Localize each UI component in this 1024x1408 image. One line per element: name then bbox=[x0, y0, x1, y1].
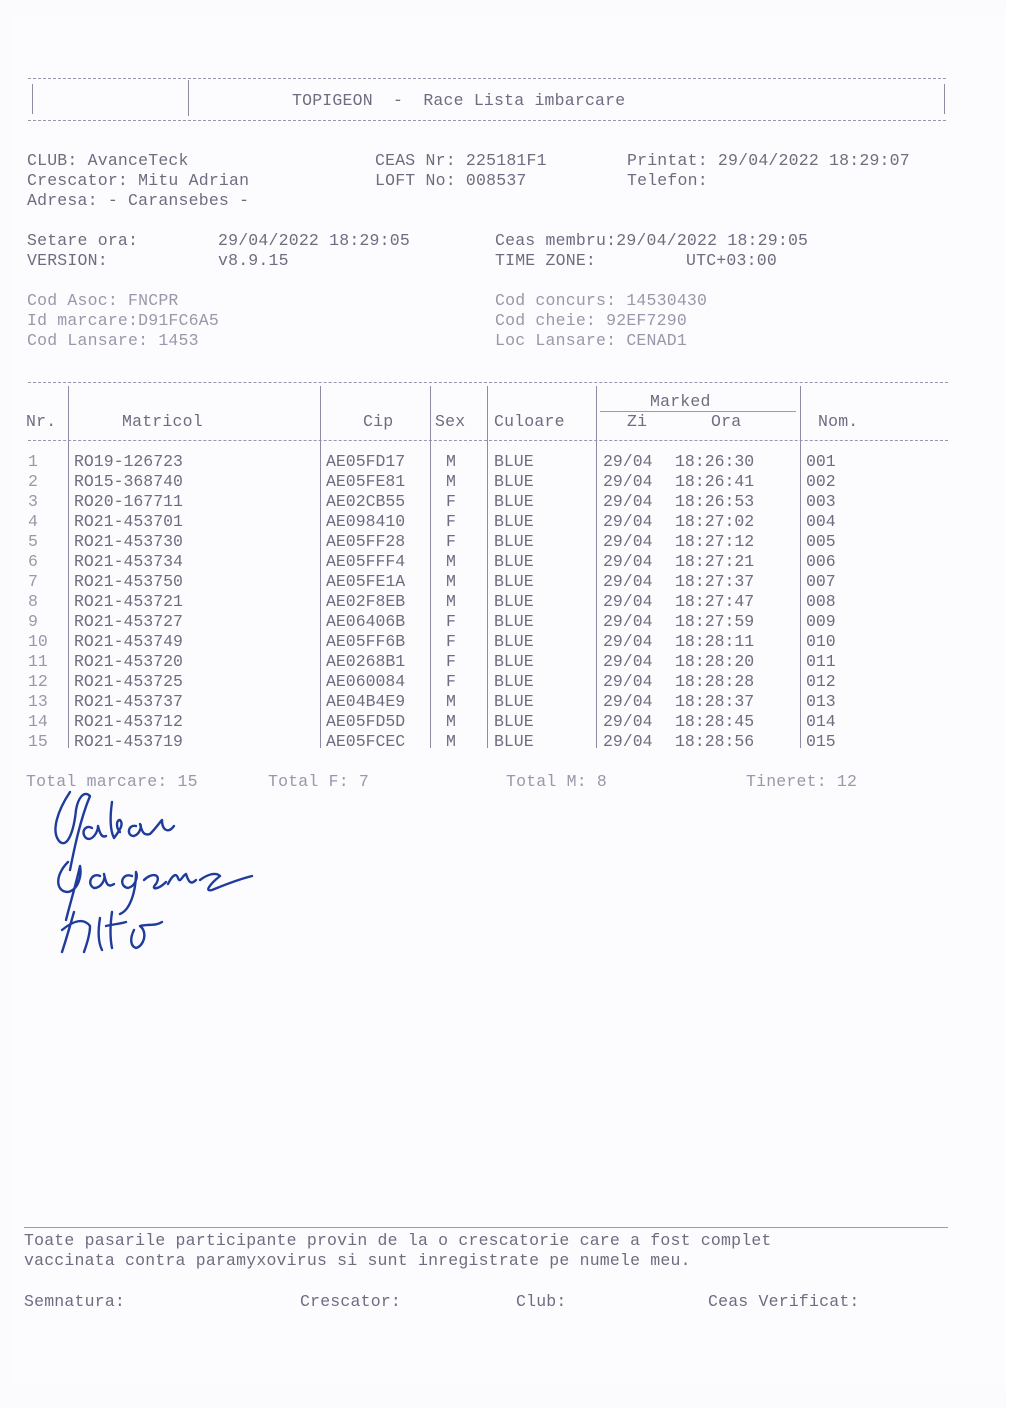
cell-zi: 29/04 bbox=[603, 492, 653, 511]
cell-cip: AE04B4E9 bbox=[326, 692, 406, 711]
cell-matricol: RO21-453701 bbox=[74, 512, 183, 531]
table-row bbox=[0, 732, 1024, 752]
club-label: Club: bbox=[516, 1292, 567, 1311]
cell-nr: 3 bbox=[28, 492, 38, 511]
cell-sex: M bbox=[446, 472, 456, 491]
cell-cip: AE05FD17 bbox=[326, 452, 406, 471]
cell-cip: AE02F8EB bbox=[326, 592, 406, 611]
cell-ora: 18:28:56 bbox=[675, 732, 755, 751]
cell-culoare: BLUE bbox=[494, 632, 534, 651]
title-box-bottom bbox=[28, 120, 946, 121]
cell-zi: 29/04 bbox=[603, 552, 653, 571]
cell-culoare: BLUE bbox=[494, 592, 534, 611]
cell-sex: F bbox=[446, 612, 456, 631]
header-sex: Sex bbox=[435, 412, 466, 431]
cell-nr: 12 bbox=[28, 672, 48, 691]
crescator-line: Crescator: Mitu Adrian bbox=[27, 171, 250, 190]
cell-ora: 18:26:30 bbox=[675, 452, 755, 471]
cell-zi: 29/04 bbox=[603, 712, 653, 731]
cell-culoare: BLUE bbox=[494, 472, 534, 491]
cell-nr: 7 bbox=[28, 572, 38, 591]
cell-sex: M bbox=[446, 732, 456, 751]
cell-cip: AE098410 bbox=[326, 512, 406, 531]
table-row bbox=[0, 672, 1024, 692]
cell-nr: 1 bbox=[28, 452, 38, 471]
ceas-verificat-label: Ceas Verificat: bbox=[708, 1292, 860, 1311]
cell-sex: F bbox=[446, 492, 456, 511]
cell-culoare: BLUE bbox=[494, 492, 534, 511]
cell-nr: 13 bbox=[28, 692, 48, 711]
cell-matricol: RO21-453734 bbox=[74, 552, 183, 571]
cell-matricol: RO19-126723 bbox=[74, 452, 183, 471]
cell-cip: AE05FE1A bbox=[326, 572, 406, 591]
version-value: v8.9.15 bbox=[218, 251, 289, 270]
statement-line-1: Toate pasarile participante provin de la o crescatorie care a fost complet bbox=[24, 1231, 772, 1250]
cell-ora: 18:28:37 bbox=[675, 692, 755, 711]
cell-nom: 008 bbox=[806, 592, 836, 611]
table-top-rule bbox=[28, 382, 948, 383]
cell-ora: 18:27:02 bbox=[675, 512, 755, 531]
header-cip: Cip bbox=[363, 412, 394, 431]
header-culoare: Culoare bbox=[494, 412, 565, 431]
title-box-top bbox=[28, 78, 946, 79]
ceas-nr: CEAS Nr: 225181F1 bbox=[375, 151, 547, 170]
cell-zi: 29/04 bbox=[603, 692, 653, 711]
cell-zi: 29/04 bbox=[603, 612, 653, 631]
header-zi: Zi bbox=[627, 412, 648, 431]
cod-concurs: Cod concurs: 14530430 bbox=[495, 291, 708, 310]
cell-sex: M bbox=[446, 712, 456, 731]
cell-nr: 5 bbox=[28, 532, 38, 551]
cell-cip: AE0268B1 bbox=[326, 652, 406, 671]
cell-sex: M bbox=[446, 592, 456, 611]
cell-nom: 007 bbox=[806, 572, 836, 591]
loft-no: LOFT No: 008537 bbox=[375, 171, 527, 190]
cod-cheie: Cod cheie: 92EF7290 bbox=[495, 311, 687, 330]
cell-nom: 014 bbox=[806, 712, 836, 731]
table-row bbox=[0, 652, 1024, 672]
document-title: TOPIGEON - Race Lista imbarcare bbox=[292, 91, 626, 110]
cell-sex: M bbox=[446, 692, 456, 711]
cell-zi: 29/04 bbox=[603, 572, 653, 591]
cell-zi: 29/04 bbox=[603, 592, 653, 611]
cell-culoare: BLUE bbox=[494, 732, 534, 751]
cell-nr: 6 bbox=[28, 552, 38, 571]
table-row bbox=[0, 632, 1024, 652]
cell-culoare: BLUE bbox=[494, 612, 534, 631]
cell-ora: 18:27:21 bbox=[675, 552, 755, 571]
cell-nom: 015 bbox=[806, 732, 836, 751]
cell-ora: 18:27:59 bbox=[675, 612, 755, 631]
id-marcare: Id marcare:D91FC6A5 bbox=[27, 311, 219, 330]
cell-culoare: BLUE bbox=[494, 512, 534, 531]
cell-matricol: RO21-453737 bbox=[74, 692, 183, 711]
cell-culoare: BLUE bbox=[494, 532, 534, 551]
cell-culoare: BLUE bbox=[494, 692, 534, 711]
table-row bbox=[0, 692, 1024, 712]
title-box-right bbox=[944, 84, 945, 114]
cell-culoare: BLUE bbox=[494, 652, 534, 671]
table-row bbox=[0, 472, 1024, 492]
header-matricol: Matricol bbox=[122, 412, 203, 431]
cell-matricol: RO21-453727 bbox=[74, 612, 183, 631]
tineret: Tineret: 12 bbox=[746, 772, 858, 791]
cell-nom: 009 bbox=[806, 612, 836, 631]
cell-nom: 001 bbox=[806, 452, 836, 471]
setare-ora-label: Setare ora: bbox=[27, 231, 139, 250]
cell-nom: 003 bbox=[806, 492, 836, 511]
cell-zi: 29/04 bbox=[603, 672, 653, 691]
cell-cip: AE060084 bbox=[326, 672, 406, 691]
cell-nr: 10 bbox=[28, 632, 48, 651]
cell-cip: AE05FF6B bbox=[326, 632, 406, 651]
cell-cip: AE05FF28 bbox=[326, 532, 406, 551]
cell-cip: AE05FD5D bbox=[326, 712, 406, 731]
cell-culoare: BLUE bbox=[494, 552, 534, 571]
table-row bbox=[0, 512, 1024, 532]
cell-sex: F bbox=[446, 532, 456, 551]
time-zone-value: UTC+03:00 bbox=[686, 251, 777, 270]
cell-nr: 15 bbox=[28, 732, 48, 751]
cell-nr: 4 bbox=[28, 512, 38, 531]
cell-ora: 18:28:11 bbox=[675, 632, 755, 651]
club-line: CLUB: AvanceTeck bbox=[27, 151, 189, 170]
header-nom: Nom. bbox=[818, 412, 859, 431]
cell-sex: F bbox=[446, 652, 456, 671]
printat: Printat: 29/04/2022 18:29:07 bbox=[627, 151, 910, 170]
cell-sex: M bbox=[446, 552, 456, 571]
header-nr: Nr. bbox=[26, 412, 57, 431]
cell-ora: 18:27:12 bbox=[675, 532, 755, 551]
cell-matricol: RO21-453720 bbox=[74, 652, 183, 671]
cell-nom: 004 bbox=[806, 512, 836, 531]
cell-matricol: RO21-453730 bbox=[74, 532, 183, 551]
cell-sex: F bbox=[446, 632, 456, 651]
cell-zi: 29/04 bbox=[603, 472, 653, 491]
footer-rule bbox=[24, 1227, 948, 1228]
statement-line-2: vaccinata contra paramyxovirus si sunt inregistrate pe numele meu. bbox=[24, 1251, 691, 1270]
cell-cip: AE06406B bbox=[326, 612, 406, 631]
table-header-rule bbox=[28, 440, 948, 441]
cell-zi: 29/04 bbox=[603, 732, 653, 751]
cell-sex: F bbox=[446, 512, 456, 531]
cell-matricol: RO21-453750 bbox=[74, 572, 183, 591]
cod-asoc: Cod Asoc: FNCPR bbox=[27, 291, 179, 310]
cell-nom: 012 bbox=[806, 672, 836, 691]
total-marcare: Total marcare: 15 bbox=[26, 772, 198, 791]
crescator-label: Crescator: bbox=[300, 1292, 402, 1311]
cell-nr: 9 bbox=[28, 612, 38, 631]
cell-culoare: BLUE bbox=[494, 452, 534, 471]
cell-zi: 29/04 bbox=[603, 512, 653, 531]
cell-ora: 18:27:37 bbox=[675, 572, 755, 591]
cell-cip: AE05FFF4 bbox=[326, 552, 406, 571]
cell-matricol: RO20-167711 bbox=[74, 492, 183, 511]
cell-culoare: BLUE bbox=[494, 712, 534, 731]
total-f: Total F: 7 bbox=[268, 772, 370, 791]
cell-ora: 18:26:41 bbox=[675, 472, 755, 491]
cell-sex: M bbox=[446, 572, 456, 591]
cell-ora: 18:28:20 bbox=[675, 652, 755, 671]
cell-matricol: RO15-368740 bbox=[74, 472, 183, 491]
total-m: Total M: 8 bbox=[506, 772, 608, 791]
cell-culoare: BLUE bbox=[494, 572, 534, 591]
cell-matricol: RO21-453749 bbox=[74, 632, 183, 651]
table-row bbox=[0, 712, 1024, 732]
cell-ora: 18:26:53 bbox=[675, 492, 755, 511]
cell-matricol: RO21-453719 bbox=[74, 732, 183, 751]
cell-cip: AE05FCEC bbox=[326, 732, 406, 751]
version-label: VERSION: bbox=[27, 251, 108, 270]
cell-zi: 29/04 bbox=[603, 652, 653, 671]
setare-ora-value: 29/04/2022 18:29:05 bbox=[218, 231, 410, 250]
cell-ora: 18:28:45 bbox=[675, 712, 755, 731]
cell-cip: AE05FE81 bbox=[326, 472, 406, 491]
cell-nr: 2 bbox=[28, 472, 38, 491]
cell-matricol: RO21-453721 bbox=[74, 592, 183, 611]
cell-nom: 013 bbox=[806, 692, 836, 711]
cell-ora: 18:27:47 bbox=[675, 592, 755, 611]
cell-nom: 006 bbox=[806, 552, 836, 571]
cell-nom: 011 bbox=[806, 652, 836, 671]
cell-zi: 29/04 bbox=[603, 532, 653, 551]
adresa-line: Adresa: - Caransebes - bbox=[27, 191, 250, 210]
time-zone-label: TIME ZONE: bbox=[495, 251, 597, 270]
table-row bbox=[0, 592, 1024, 612]
title-box-left bbox=[32, 84, 33, 114]
table-row bbox=[0, 492, 1024, 512]
table-row bbox=[0, 552, 1024, 572]
cell-nr: 8 bbox=[28, 592, 38, 611]
handwritten-signature bbox=[40, 780, 280, 960]
ceas-membru: Ceas membru:29/04/2022 18:29:05 bbox=[495, 231, 809, 250]
cell-nr: 14 bbox=[28, 712, 48, 731]
loc-lansare: Loc Lansare: CENAD1 bbox=[495, 331, 687, 350]
table-row bbox=[0, 612, 1024, 632]
table-row bbox=[0, 452, 1024, 472]
cell-ora: 18:28:28 bbox=[675, 672, 755, 691]
cell-nom: 010 bbox=[806, 632, 836, 651]
telefon: Telefon: bbox=[627, 171, 708, 190]
cell-sex: F bbox=[446, 672, 456, 691]
semnatura-label: Semnatura: bbox=[24, 1292, 126, 1311]
cell-cip: AE02CB55 bbox=[326, 492, 406, 511]
cell-matricol: RO21-453725 bbox=[74, 672, 183, 691]
cell-sex: M bbox=[446, 452, 456, 471]
cell-culoare: BLUE bbox=[494, 672, 534, 691]
cell-nom: 005 bbox=[806, 532, 836, 551]
cod-lansare: Cod Lansare: 1453 bbox=[27, 331, 199, 350]
cell-nom: 002 bbox=[806, 472, 836, 491]
header-marked: Marked bbox=[650, 392, 711, 411]
cell-zi: 29/04 bbox=[603, 452, 653, 471]
table-row bbox=[0, 532, 1024, 552]
cell-matricol: RO21-453712 bbox=[74, 712, 183, 731]
header-ora: Ora bbox=[711, 412, 742, 431]
cell-nr: 11 bbox=[28, 652, 48, 671]
title-box-divider bbox=[188, 80, 189, 116]
cell-zi: 29/04 bbox=[603, 632, 653, 651]
table-row bbox=[0, 572, 1024, 592]
